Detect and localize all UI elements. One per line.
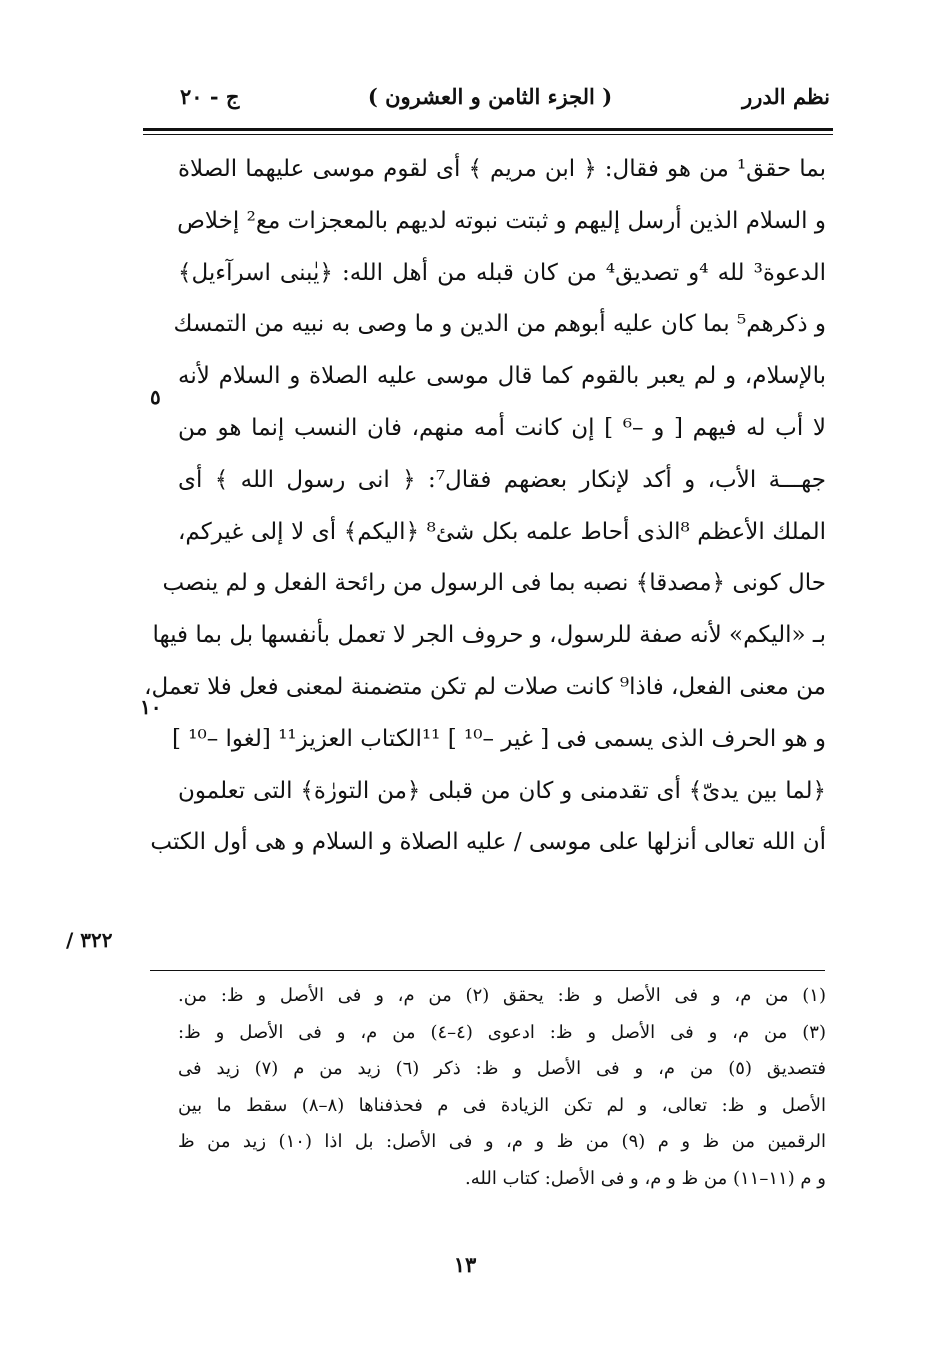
text-line: لا أب له فيهم [ و –⁶ ] إن كانت أمه منهم، فان النسب إنما هو من: [178, 414, 826, 441]
text-line: ﴿لما بين يدىّ﴾ أى تقدمنى و كان من قبلى ﴿من التورٰة﴾ التى تعلمون: [178, 777, 826, 804]
text-line: حال كونى ﴿مصدقا﴾ نصبه بما فى الرسول من رائحة الفعل و لم ينصب: [162, 570, 826, 597]
footnote-line: (٣) من م، و فى الأصل و ظ: ادعوى (٤–٤) من م، و فى الأصل و ظ:: [178, 1021, 826, 1043]
part-title: ( الجزء الثامن و العشرون ): [367, 84, 613, 109]
text-line: و هو الحرف الذى يسمى فى [ غير –¹⁰ ] ¹¹الكتاب العزيز¹¹ [لغوا –¹⁰ ]: [171, 725, 826, 752]
text-line: الملك الأعظم ⁸الذى أحاط علمه بكل شئ⁸ ﴿اليكم﴾ أى لا إلى غيركم،: [178, 518, 826, 545]
footnote-rule: [150, 970, 825, 971]
text-line: أن الله تعالى أنزلها على موسى / عليه الصلاة و السلام و هى أول الكتب: [150, 829, 826, 856]
header-rule-thin: [143, 134, 833, 135]
footnote-line: (١) من م، و فى الأصل و ظ: يحقق (٢) من م، و فى الأصل و ظ: من.: [178, 985, 826, 1006]
footnotes: [178, 978, 826, 1198]
text-line: جهـــة الأب، و أكد لإنكار بعضهم فقال⁷: ﴿ انى رسول الله ﴾ أى: [178, 466, 826, 493]
text-line: من معنى الفعل، فاذا⁹ كانت صلات لم تكن متضمنة لمعنى فعل فلا تعمل،: [144, 673, 826, 700]
volume-number: ج - ٢٠: [180, 84, 240, 109]
manuscript-page-ref: / ٣٢٢: [66, 928, 113, 952]
text-line: بما حقق¹ من هو فقال: ﴿ ابن مريم ﴾ أى لقوم موسى عليهما الصلاة: [178, 156, 826, 182]
footnote-line: الأصل و ظ: تعالى، و لم تكن الزيادة فى م فحذفناها (٨–٨) سقط ما بين: [178, 1094, 827, 1116]
running-header: [150, 78, 830, 122]
text-line: الدعوة³ لله ⁴و تصديق⁴ من كان قبله من أهل الله: ﴿يٰبنى اسرآءيل﴾: [178, 259, 827, 286]
footnote-line: الرقمين من ظ و م (٩) من ظ و م، و فى الأصل: بل اذا (١٠) زيد من ظ: [178, 1131, 827, 1153]
footnote-line: فتصديق (٥) من م، و فى الأصل و ظ: ذكر (٦) زيد من م (٧) زيد فى: [178, 1058, 826, 1080]
book-title: نظم الدرر: [742, 84, 830, 109]
header-rule: [143, 128, 833, 131]
line-number-5: ٥: [150, 385, 161, 409]
text-line: و السلام الذين أرسل إليهم و ثبتت نبوته لديهم بالمعجزات مع² إخلاص: [177, 207, 826, 234]
footnote-line: و م (١١–١١) من ظ و م، و فى الأصل: كتاب الله.: [465, 1167, 826, 1189]
text-line: و ذكرهم⁵ بما كان عليه أبوهم من الدين و ما وصى به نبيه من التمسك: [173, 311, 826, 338]
text-line: بالإسلام، و لم يعبر بالقوم كما قال موسى عليه الصلاة و السلام لأنه: [178, 363, 826, 390]
line-number-10: ١٠: [140, 695, 162, 719]
page-number: ١٣: [453, 1252, 477, 1277]
text-line: بـ «اليكم» لأنه صفة للرسول، و حروف الجر لا تعمل بأنفسها بل بما فيها: [152, 622, 826, 649]
